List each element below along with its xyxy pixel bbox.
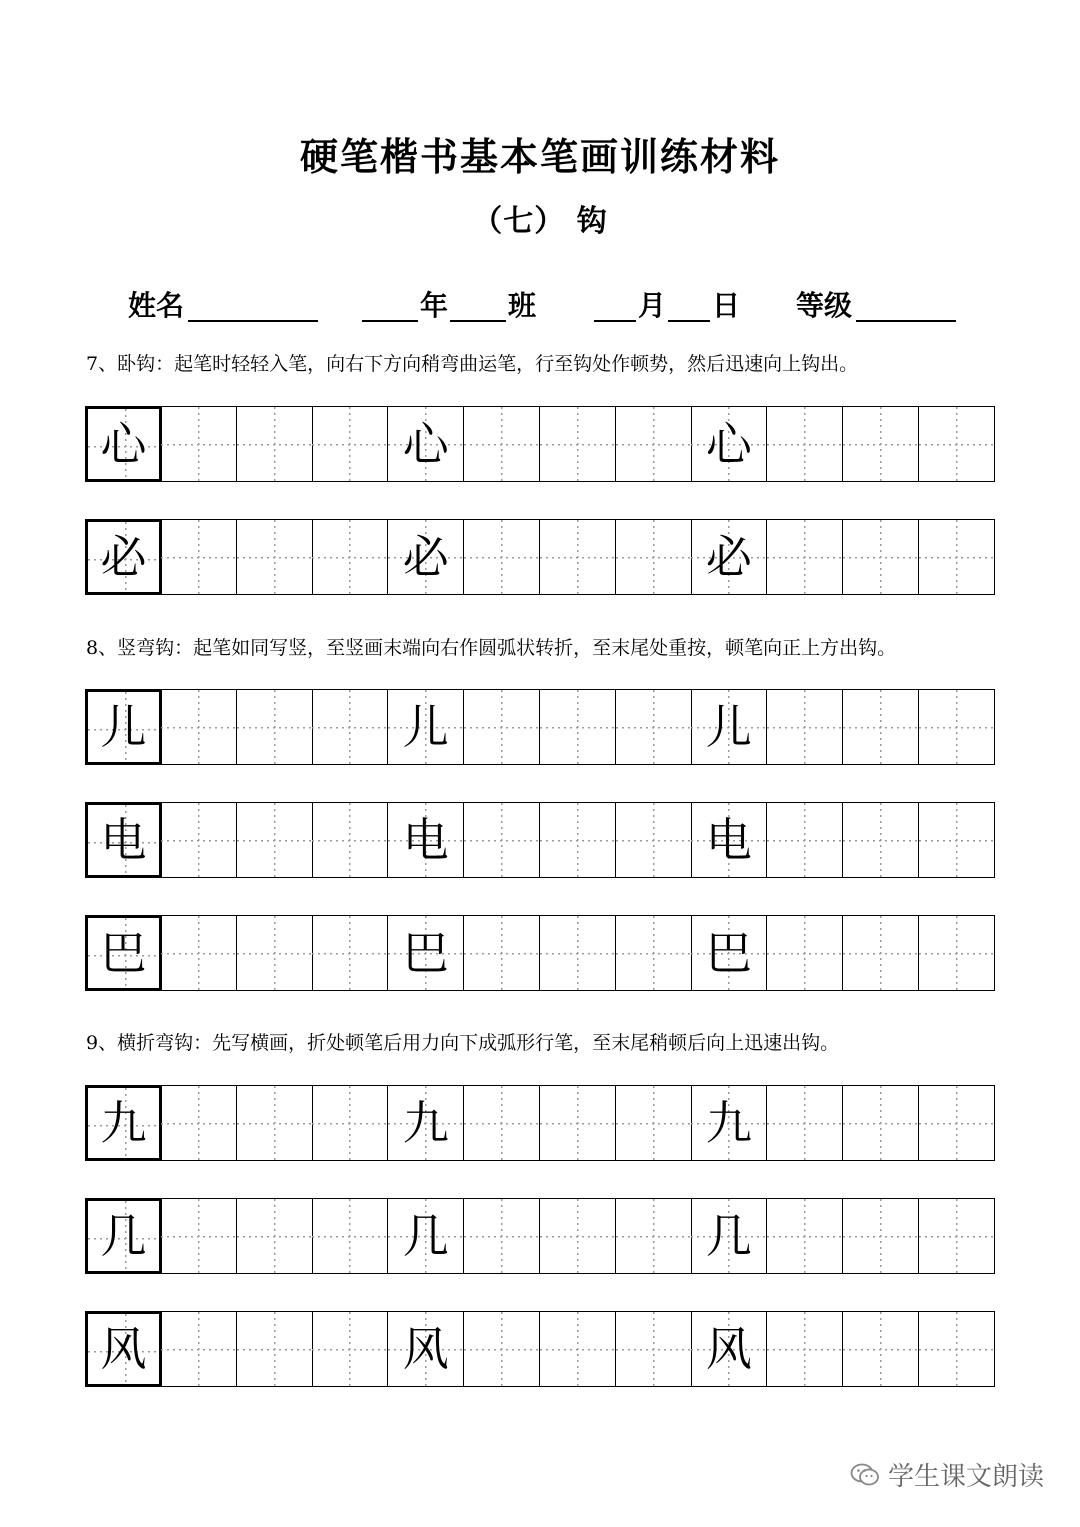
sample-cell[interactable] — [388, 802, 464, 878]
model-cell[interactable] — [85, 1311, 162, 1387]
sample-cell[interactable] — [388, 1198, 464, 1274]
practice-cell[interactable] — [237, 915, 313, 991]
practice-cell[interactable] — [312, 519, 388, 595]
practice-cell[interactable] — [161, 406, 237, 482]
practice-cell[interactable] — [540, 689, 616, 765]
watermark-text: 学生课文朗读 — [887, 1462, 1044, 1492]
practice-cell[interactable] — [464, 519, 540, 595]
wechat-icon — [850, 1462, 880, 1488]
practice-cell[interactable] — [616, 1311, 692, 1387]
practice-cell[interactable] — [616, 519, 692, 595]
model-character: 必 — [705, 530, 752, 584]
model-character: 儿 — [100, 700, 147, 754]
practice-cell[interactable] — [161, 1198, 237, 1274]
class-blank[interactable] — [450, 320, 506, 322]
model-character: 几 — [100, 1209, 147, 1263]
model-character: 电 — [100, 813, 147, 867]
practice-cell[interactable] — [616, 1198, 692, 1274]
year-label: 年 — [420, 289, 449, 322]
class-label: 班 — [508, 289, 537, 322]
practice-cell[interactable] — [919, 406, 995, 482]
day-blank[interactable] — [668, 320, 710, 322]
stroke-description: 8、竖弯钩：起笔如同写竖，至竖画末端向右作圆弧状转折，至末尾处重按，顿笔向正上方出钩。 — [86, 637, 897, 659]
practice-row — [85, 406, 995, 482]
practice-cell[interactable] — [616, 1085, 692, 1161]
page-title: 硬笔楷书基本笔画训练材料 — [299, 134, 780, 179]
model-character: 儿 — [402, 700, 449, 754]
practice-cell[interactable] — [540, 915, 616, 991]
model-character: 心 — [402, 417, 449, 471]
sample-cell[interactable] — [388, 1311, 464, 1387]
sample-cell[interactable] — [691, 689, 767, 765]
practice-cell[interactable] — [237, 802, 313, 878]
model-cell[interactable] — [85, 406, 162, 482]
practice-cell[interactable] — [312, 406, 388, 482]
practice-row — [85, 1311, 995, 1387]
model-cell[interactable] — [85, 802, 162, 878]
practice-cell[interactable] — [616, 915, 692, 991]
practice-cell[interactable] — [767, 689, 843, 765]
practice-cell[interactable] — [464, 689, 540, 765]
practice-cell[interactable] — [919, 1085, 995, 1161]
practice-cell[interactable] — [464, 802, 540, 878]
practice-cell[interactable] — [919, 915, 995, 991]
practice-cell[interactable] — [843, 519, 919, 595]
practice-cell[interactable] — [540, 406, 616, 482]
model-character: 九 — [705, 1096, 752, 1150]
model-character: 风 — [705, 1322, 752, 1376]
model-character: 儿 — [705, 700, 752, 754]
practice-cell[interactable] — [464, 406, 540, 482]
practice-cell[interactable] — [312, 1085, 388, 1161]
practice-cell[interactable] — [843, 1198, 919, 1274]
stroke-description: 9、横折弯钩：先写横画，折处顿笔后用力向下成弧形行笔，至末尾稍顿后向上迅速出钩。 — [86, 1032, 840, 1054]
practice-cell[interactable] — [919, 1311, 995, 1387]
practice-cell[interactable] — [464, 1311, 540, 1387]
sample-cell[interactable] — [388, 689, 464, 765]
model-cell[interactable] — [85, 915, 162, 991]
practice-cell[interactable] — [919, 689, 995, 765]
model-cell[interactable] — [85, 1198, 162, 1274]
model-character: 几 — [402, 1209, 449, 1263]
practice-cell[interactable] — [464, 915, 540, 991]
sample-cell[interactable] — [691, 915, 767, 991]
practice-cell[interactable] — [843, 802, 919, 878]
day-label: 日 — [712, 289, 741, 322]
practice-cell[interactable] — [767, 519, 843, 595]
model-character: 巴 — [100, 926, 147, 980]
practice-cell[interactable] — [540, 1311, 616, 1387]
practice-row — [85, 519, 995, 595]
practice-cell[interactable] — [767, 1085, 843, 1161]
practice-cell[interactable] — [919, 802, 995, 878]
model-character: 电 — [402, 813, 449, 867]
watermark — [850, 1456, 1044, 1493]
month-label: 月 — [638, 289, 667, 322]
practice-cell[interactable] — [843, 915, 919, 991]
practice-cell[interactable] — [312, 689, 388, 765]
student-info-line — [0, 286, 1080, 330]
model-character: 九 — [402, 1096, 449, 1150]
practice-cell[interactable] — [161, 915, 237, 991]
practice-cell[interactable] — [237, 519, 313, 595]
name-label: 姓名 — [128, 289, 185, 322]
practice-cell[interactable] — [767, 915, 843, 991]
grade-blank[interactable] — [856, 320, 956, 322]
practice-cell[interactable] — [312, 1311, 388, 1387]
model-cell[interactable] — [85, 519, 162, 595]
practice-cell[interactable] — [161, 519, 237, 595]
practice-cell[interactable] — [767, 802, 843, 878]
sample-cell[interactable] — [388, 915, 464, 991]
practice-cell[interactable] — [540, 519, 616, 595]
name-blank[interactable] — [188, 320, 318, 322]
model-character: 九 — [100, 1096, 147, 1150]
sample-cell[interactable] — [691, 519, 767, 595]
sample-cell[interactable] — [388, 406, 464, 482]
model-character: 巴 — [705, 926, 752, 980]
sample-cell[interactable] — [691, 802, 767, 878]
practice-cell[interactable] — [312, 915, 388, 991]
sample-cell[interactable] — [691, 1085, 767, 1161]
model-cell[interactable] — [85, 1085, 162, 1161]
practice-cell[interactable] — [767, 406, 843, 482]
practice-cell[interactable] — [616, 689, 692, 765]
stroke-description: 7、卧钩：起笔时轻轻入笔，向右下方向稍弯曲运笔，行至钩处作顿势，然后迅速向上钩出。 — [86, 353, 859, 375]
practice-row — [85, 915, 995, 991]
practice-cell[interactable] — [161, 1311, 237, 1387]
practice-row — [85, 689, 995, 765]
practice-row — [85, 1085, 995, 1161]
year-blank[interactable] — [362, 320, 418, 322]
practice-cell[interactable] — [540, 1085, 616, 1161]
model-character: 几 — [705, 1209, 752, 1263]
model-character: 风 — [402, 1322, 449, 1376]
practice-cell[interactable] — [237, 1198, 313, 1274]
grade-label: 等级 — [796, 289, 853, 322]
practice-cell[interactable] — [161, 802, 237, 878]
practice-cell[interactable] — [919, 1198, 995, 1274]
practice-cell[interactable] — [616, 406, 692, 482]
sample-cell[interactable] — [691, 406, 767, 482]
model-character: 心 — [705, 417, 752, 471]
practice-cell[interactable] — [540, 1198, 616, 1274]
practice-cell[interactable] — [464, 1198, 540, 1274]
practice-cell[interactable] — [237, 689, 313, 765]
sample-cell[interactable] — [691, 1311, 767, 1387]
practice-cell[interactable] — [237, 1311, 313, 1387]
practice-cell[interactable] — [767, 1198, 843, 1274]
sample-cell[interactable] — [388, 519, 464, 595]
model-cell[interactable] — [85, 689, 162, 765]
sample-cell[interactable] — [691, 1198, 767, 1274]
model-character: 风 — [100, 1322, 147, 1376]
sample-cell[interactable] — [388, 1085, 464, 1161]
practice-cell[interactable] — [312, 1198, 388, 1274]
model-character: 电 — [705, 813, 752, 867]
practice-cell[interactable] — [464, 1085, 540, 1161]
model-character: 巴 — [402, 926, 449, 980]
practice-cell[interactable] — [616, 802, 692, 878]
practice-cell[interactable] — [312, 802, 388, 878]
practice-cell[interactable] — [161, 689, 237, 765]
practice-cell[interactable] — [540, 802, 616, 878]
model-character: 必 — [402, 530, 449, 584]
practice-cell[interactable] — [767, 1311, 843, 1387]
practice-cell[interactable] — [919, 519, 995, 595]
model-character: 必 — [100, 530, 147, 584]
practice-cell[interactable] — [843, 689, 919, 765]
practice-cell[interactable] — [161, 1085, 237, 1161]
practice-cell[interactable] — [843, 1085, 919, 1161]
practice-row — [85, 802, 995, 878]
month-blank[interactable] — [594, 320, 636, 322]
practice-cell[interactable] — [843, 406, 919, 482]
practice-cell[interactable] — [843, 1311, 919, 1387]
model-character: 心 — [100, 417, 147, 471]
practice-cell[interactable] — [237, 1085, 313, 1161]
practice-cell[interactable] — [237, 406, 313, 482]
page-subtitle: （七） 钩 — [472, 204, 608, 239]
practice-row — [85, 1198, 995, 1274]
